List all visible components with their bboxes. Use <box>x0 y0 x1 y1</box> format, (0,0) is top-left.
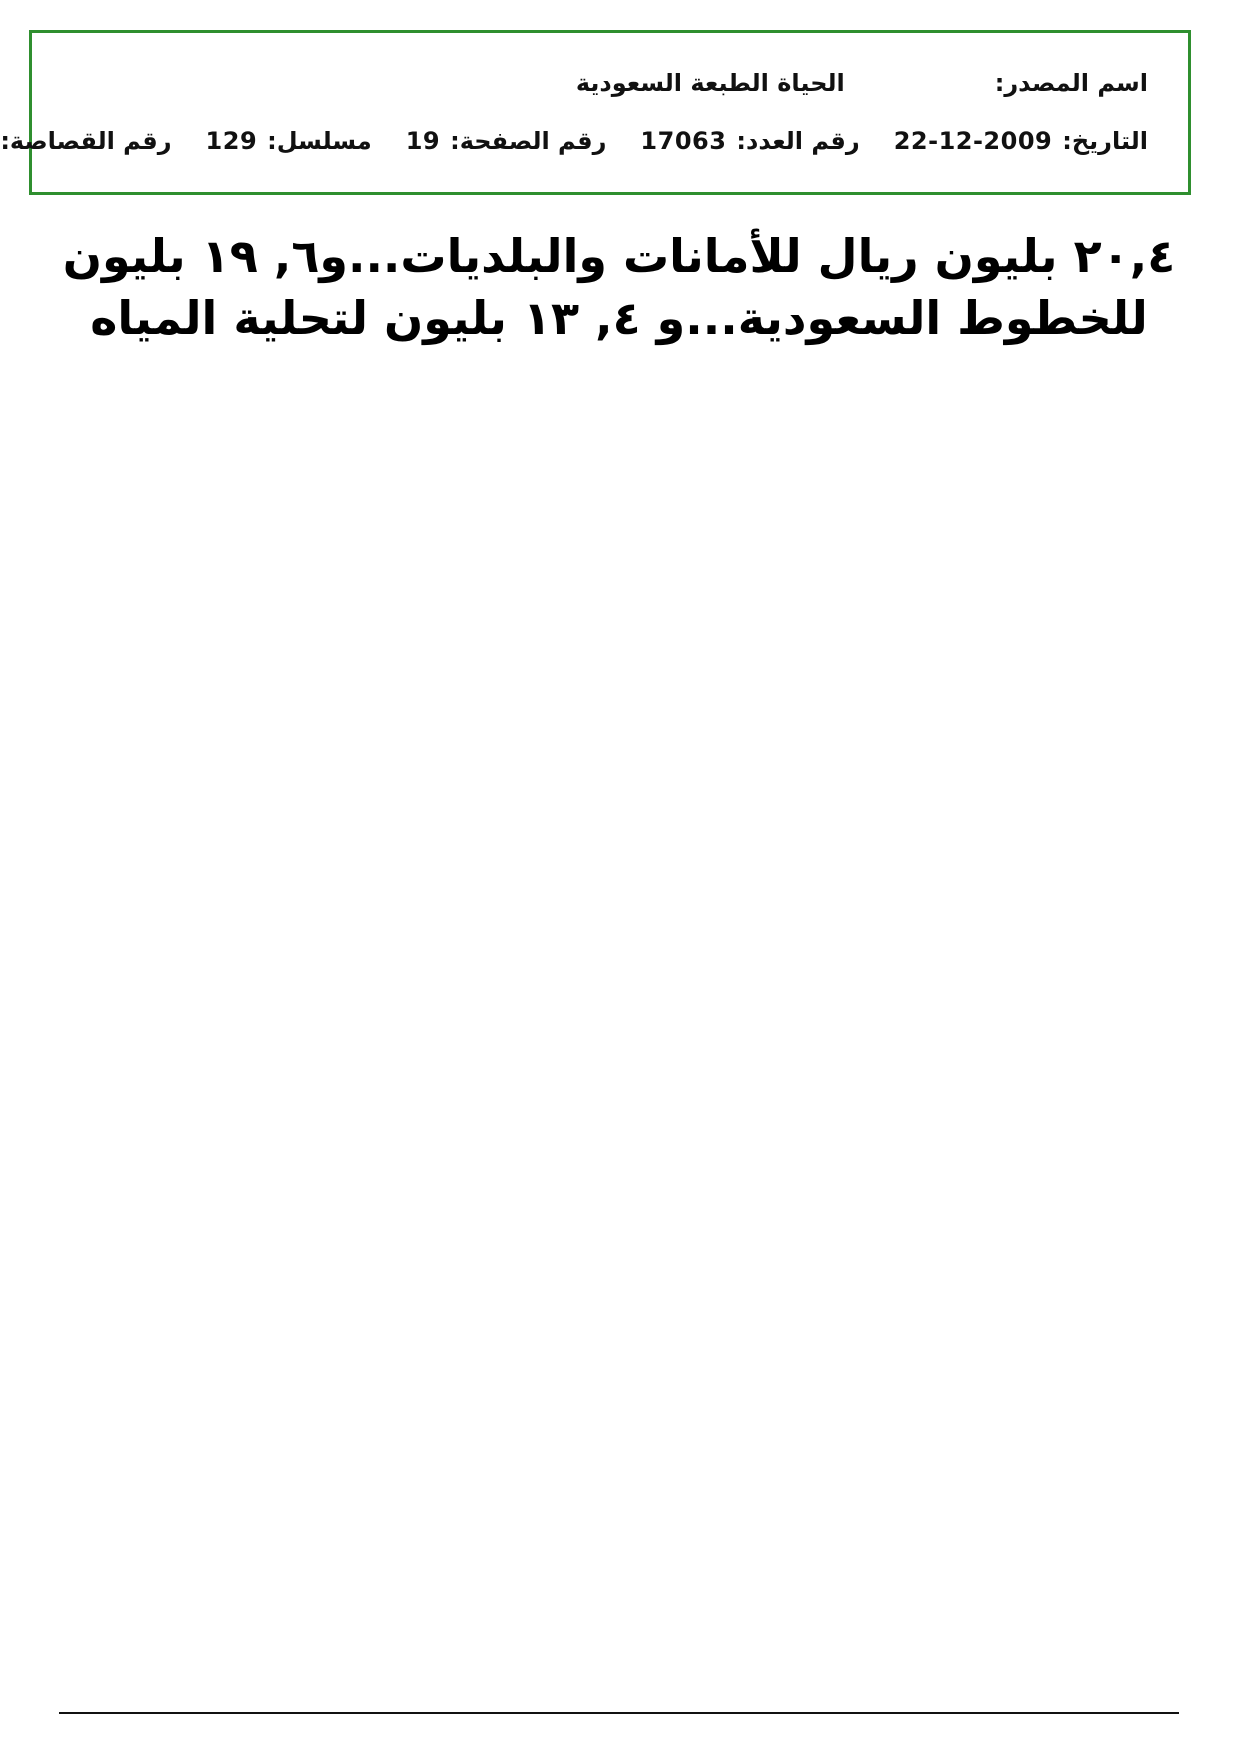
date-label: التاريخ: <box>1063 127 1149 155</box>
source-value: الحياة الطبعة السعودية <box>576 69 846 97</box>
clip-label: رقم القصاصة: <box>1 127 173 155</box>
serial-cell <box>207 127 373 155</box>
issue-value: 17063 <box>641 127 728 155</box>
page-cell <box>407 127 608 155</box>
source-metadata-box <box>1 30 1192 195</box>
headline-line-1: ٢٠,٤ بليون ريال للأمانات والبلديات...و٦, ١٩ بليون <box>63 229 1177 283</box>
article-headline <box>60 225 1180 349</box>
article-body <box>60 360 1180 1695</box>
issue-label: رقم العدد: <box>737 127 861 155</box>
article-column-2 <box>629 360 896 1695</box>
issue-details-row <box>1 127 1149 155</box>
article-column-1 <box>914 360 1181 1695</box>
serial-label: مسلسل: <box>268 127 373 155</box>
source-row <box>73 69 1149 97</box>
issue-cell <box>641 127 860 155</box>
article-column-3 <box>345 360 612 1695</box>
date-cell <box>895 127 1149 155</box>
serial-value: 129 <box>206 127 259 155</box>
clip-cell <box>0 127 173 155</box>
source-label: اسم المصدر: <box>995 69 1149 97</box>
page-value: 19 <box>406 127 442 155</box>
page-label: رقم الصفحة: <box>451 127 608 155</box>
headline-line-2: للخطوط السعودية...و ٤, ١٣ بليون لتحلية المياه <box>91 291 1149 345</box>
page-bottom-rule <box>60 1712 1180 1714</box>
date-value: 22-12-2009 <box>894 127 1054 155</box>
article-column-4 <box>60 360 327 1695</box>
